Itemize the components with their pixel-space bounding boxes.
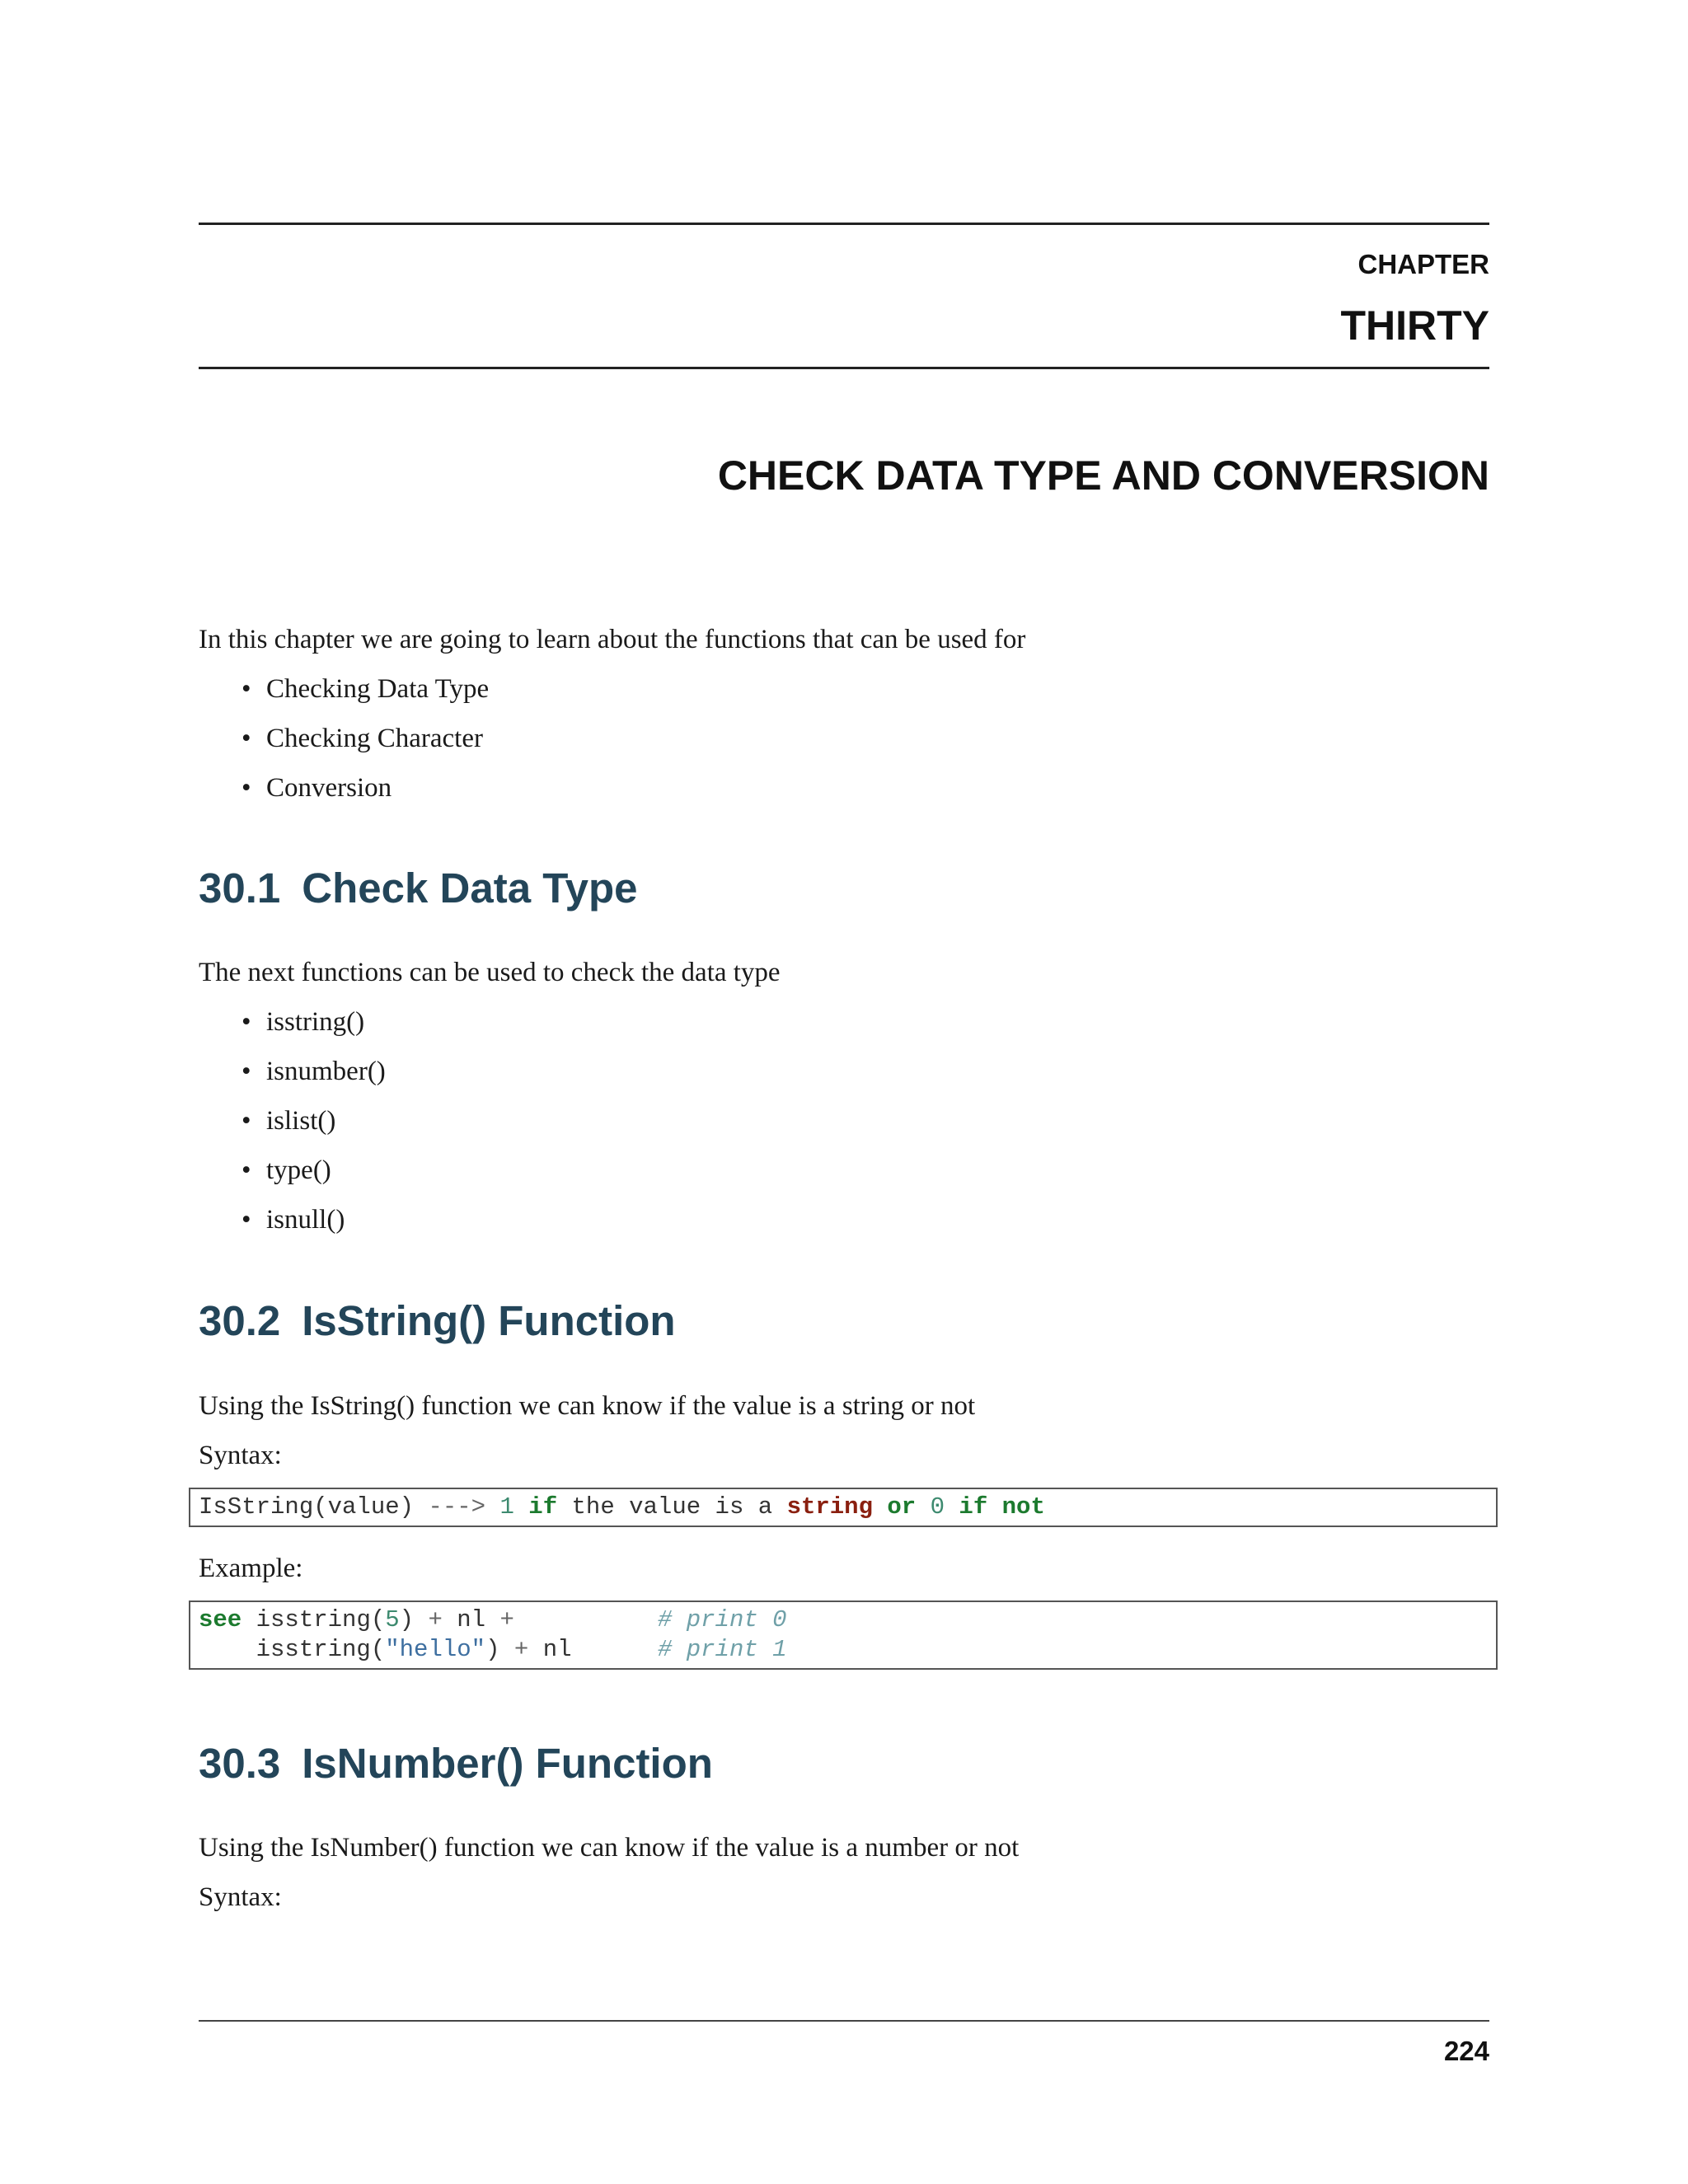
- isstring-syntax-code-block: [189, 1488, 1498, 1527]
- section-title: IsString() Function: [302, 1297, 676, 1344]
- code-line: [199, 1493, 1488, 1522]
- document-page: [199, 0, 1489, 2184]
- list-item: • Checking Character: [241, 724, 483, 753]
- section-number: 30.2: [199, 1297, 281, 1344]
- code-token: 5: [385, 1606, 400, 1633]
- code-line: [199, 1605, 1488, 1635]
- section-30-1-paragraph: The next functions can be used to check the data type: [199, 958, 781, 987]
- section-heading-30-3: [199, 1739, 713, 1788]
- code-token: [514, 1606, 658, 1633]
- code-token: isstring(: [199, 1636, 386, 1663]
- code-token: nl: [442, 1606, 500, 1633]
- code-token: 1: [499, 1493, 514, 1521]
- list-item: • isstring(): [241, 1007, 365, 1037]
- section-30-3-paragraph: Using the IsNumber() function we can know if the value is a number or not: [199, 1833, 1020, 1863]
- chapter-top-rule: [199, 223, 1489, 225]
- code-token: +: [428, 1606, 443, 1633]
- code-token: +: [499, 1606, 514, 1633]
- data-type-functions-list: [241, 1005, 386, 1253]
- isstring-example-code-block: [189, 1601, 1498, 1670]
- code-token: # print 0: [657, 1606, 787, 1633]
- code-token: string: [786, 1493, 873, 1521]
- section-heading-30-1: [199, 864, 637, 912]
- code-token: 0: [930, 1493, 945, 1521]
- syntax-label: Syntax:: [199, 1441, 282, 1470]
- section-number: 30.1: [199, 865, 281, 912]
- syntax-label: Syntax:: [199, 1882, 282, 1912]
- code-token: --->: [428, 1493, 486, 1521]
- footer-rule: [199, 2020, 1489, 2022]
- intro-bullet-list: [241, 673, 489, 821]
- section-title: IsNumber() Function: [302, 1740, 713, 1787]
- list-item: • Conversion: [241, 773, 392, 803]
- code-token: [873, 1493, 887, 1521]
- chapter-number: THIRTY: [1340, 302, 1489, 349]
- code-token: if: [959, 1493, 988, 1521]
- code-token: if: [528, 1493, 558, 1521]
- section-30-2-paragraph: Using the IsString() function we can know if the value is a string or not: [199, 1391, 976, 1421]
- code-token: +: [513, 1636, 529, 1663]
- page-number: 224: [1443, 2036, 1489, 2066]
- chapter-bottom-rule: [199, 367, 1489, 369]
- code-token: [485, 1493, 499, 1521]
- code-token: or: [887, 1493, 917, 1521]
- code-token: ): [485, 1636, 514, 1663]
- intro-paragraph: In this chapter we are going to learn about the functions that can be used for: [199, 625, 1026, 654]
- chapter-label: CHAPTER: [1357, 249, 1489, 279]
- list-item: • isnull(): [241, 1205, 345, 1235]
- list-item: • isnumber(): [241, 1057, 386, 1086]
- code-token: # print 1: [657, 1636, 787, 1663]
- code-token: ): [399, 1606, 429, 1633]
- code-token: the value is a: [557, 1493, 787, 1521]
- code-line: [199, 1635, 1488, 1665]
- code-token: [945, 1493, 959, 1521]
- code-token: IsString(value): [199, 1493, 429, 1521]
- section-heading-30-2: [199, 1296, 676, 1345]
- code-token: [514, 1493, 528, 1521]
- section-title: Check Data Type: [302, 865, 638, 912]
- list-item: • Checking Data Type: [241, 674, 490, 704]
- code-token: isstring(: [241, 1606, 386, 1633]
- code-token: nl: [528, 1636, 658, 1663]
- code-token: [916, 1493, 930, 1521]
- section-number: 30.3: [199, 1740, 281, 1787]
- example-label: Example:: [199, 1554, 303, 1583]
- code-token: [987, 1493, 1001, 1521]
- list-item: • islist(): [241, 1106, 336, 1136]
- code-token: not: [1001, 1493, 1045, 1521]
- list-item: • type(): [241, 1155, 331, 1185]
- code-token: see: [199, 1606, 242, 1633]
- code-token: "hello": [385, 1636, 486, 1663]
- chapter-title: CHECK DATA TYPE AND CONVERSION: [717, 452, 1489, 499]
